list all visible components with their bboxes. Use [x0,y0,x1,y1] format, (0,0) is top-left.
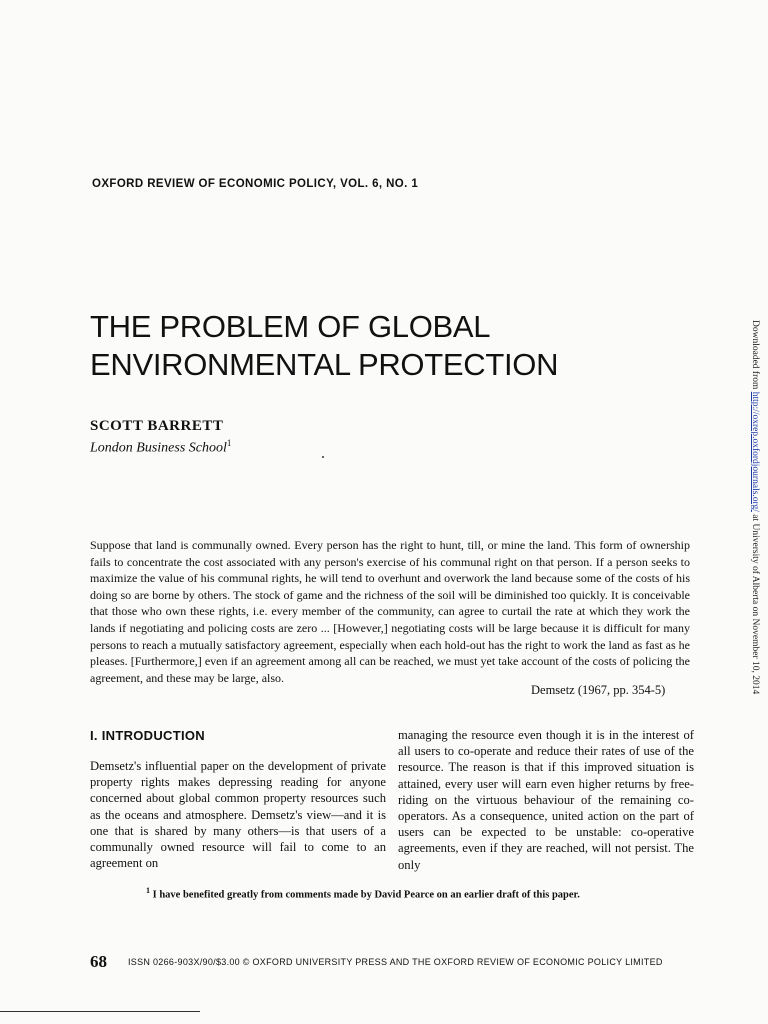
epigraph-quote: Suppose that land is communally owned. Every person has the right to hunt, till, or mine the land. This form of ownership fails to concentrate the cost associated with any person's exercise of his communal right on that person. If a person seeks to maximize the value of his communal rights, he will tend to overhunt and overwork the land because some of the costs of his doing so are borne by others. The stock of game and the richness of the soil will be diminished too quickly. It is conceivable that those who own these rights, i.e. every member of the community, can agree to curtail the rate at which they work the lands if negotiating and policing costs are zero ... [However,] negotiating costs will be large because it is difficult for many persons to reach a mutually satisfactory agreement, especially when each hold-out has the right to work the land as fast as he pleases. [Furthermore,] even if an agreement among all can be reached, we must yet take account of the costs of policing the agreement, and these may be large, also. [90,538,690,685]
body-column-left: Demsetz's influential paper on the development of private property rights makes depressing reading for anyone concerned about global common property resources such as the oceans and atmosphere. Demsetz's view—and it is one that is shared by many others—is that users of a communally owned resource will fail to come to an agreement on [90,759,386,871]
title-line-1: THE PROBLEM OF GLOBAL [90,309,491,344]
bottom-rule [0,1011,200,1012]
copyright-footer: ISSN 0266-903X/90/$3.00 © OXFORD UNIVERSITY PRESS AND THE OXFORD REVIEW OF ECONOMIC POLICY LIMITED [128,957,663,967]
download-suffix: at University of Alberta on November 10, 2014 [750,511,760,695]
title-line-2: ENVIRONMENTAL PROTECTION [90,347,559,382]
body-column-right: managing the resource even though it is in the interest of all users to co-operate and reduce their rates of use of the resource. The reason is that if this improved situation is attained, every user will earn even higher returns by free-riding on the virtuous behaviour of the remaining co-operators. As a consequence, united action on the part of users can be expected to be unstable: co-operative agreements, even if they are reached, will not persist. The only [398,728,694,872]
author-name: SCOTT BARRETT [90,418,224,434]
download-watermark [750,320,760,694]
footnote [146,886,580,901]
affiliation-footnote-mark: 1 [226,438,232,448]
scan-speck [322,456,324,458]
page-number: 68 [90,952,107,971]
section-heading-introduction: I. INTRODUCTION [90,728,205,743]
footnote-mark: 1 [146,886,150,895]
footnote-text: I have benefited greatly from comments made by David Pearce on an earlier draft of this paper. [152,889,580,901]
journal-header: OXFORD REVIEW OF ECONOMIC POLICY, VOL. 6, NO. 1 [92,178,419,190]
download-prefix: Downloaded from [750,320,760,392]
author-affiliation [90,438,231,457]
affiliation-text: London Business School [90,440,227,456]
journal-link[interactable]: http://oxrep.oxfordjournals.org/ [750,391,760,512]
paper-title [90,308,650,384]
epigraph-citation: Demsetz (1967, pp. 354-5) [531,683,666,697]
